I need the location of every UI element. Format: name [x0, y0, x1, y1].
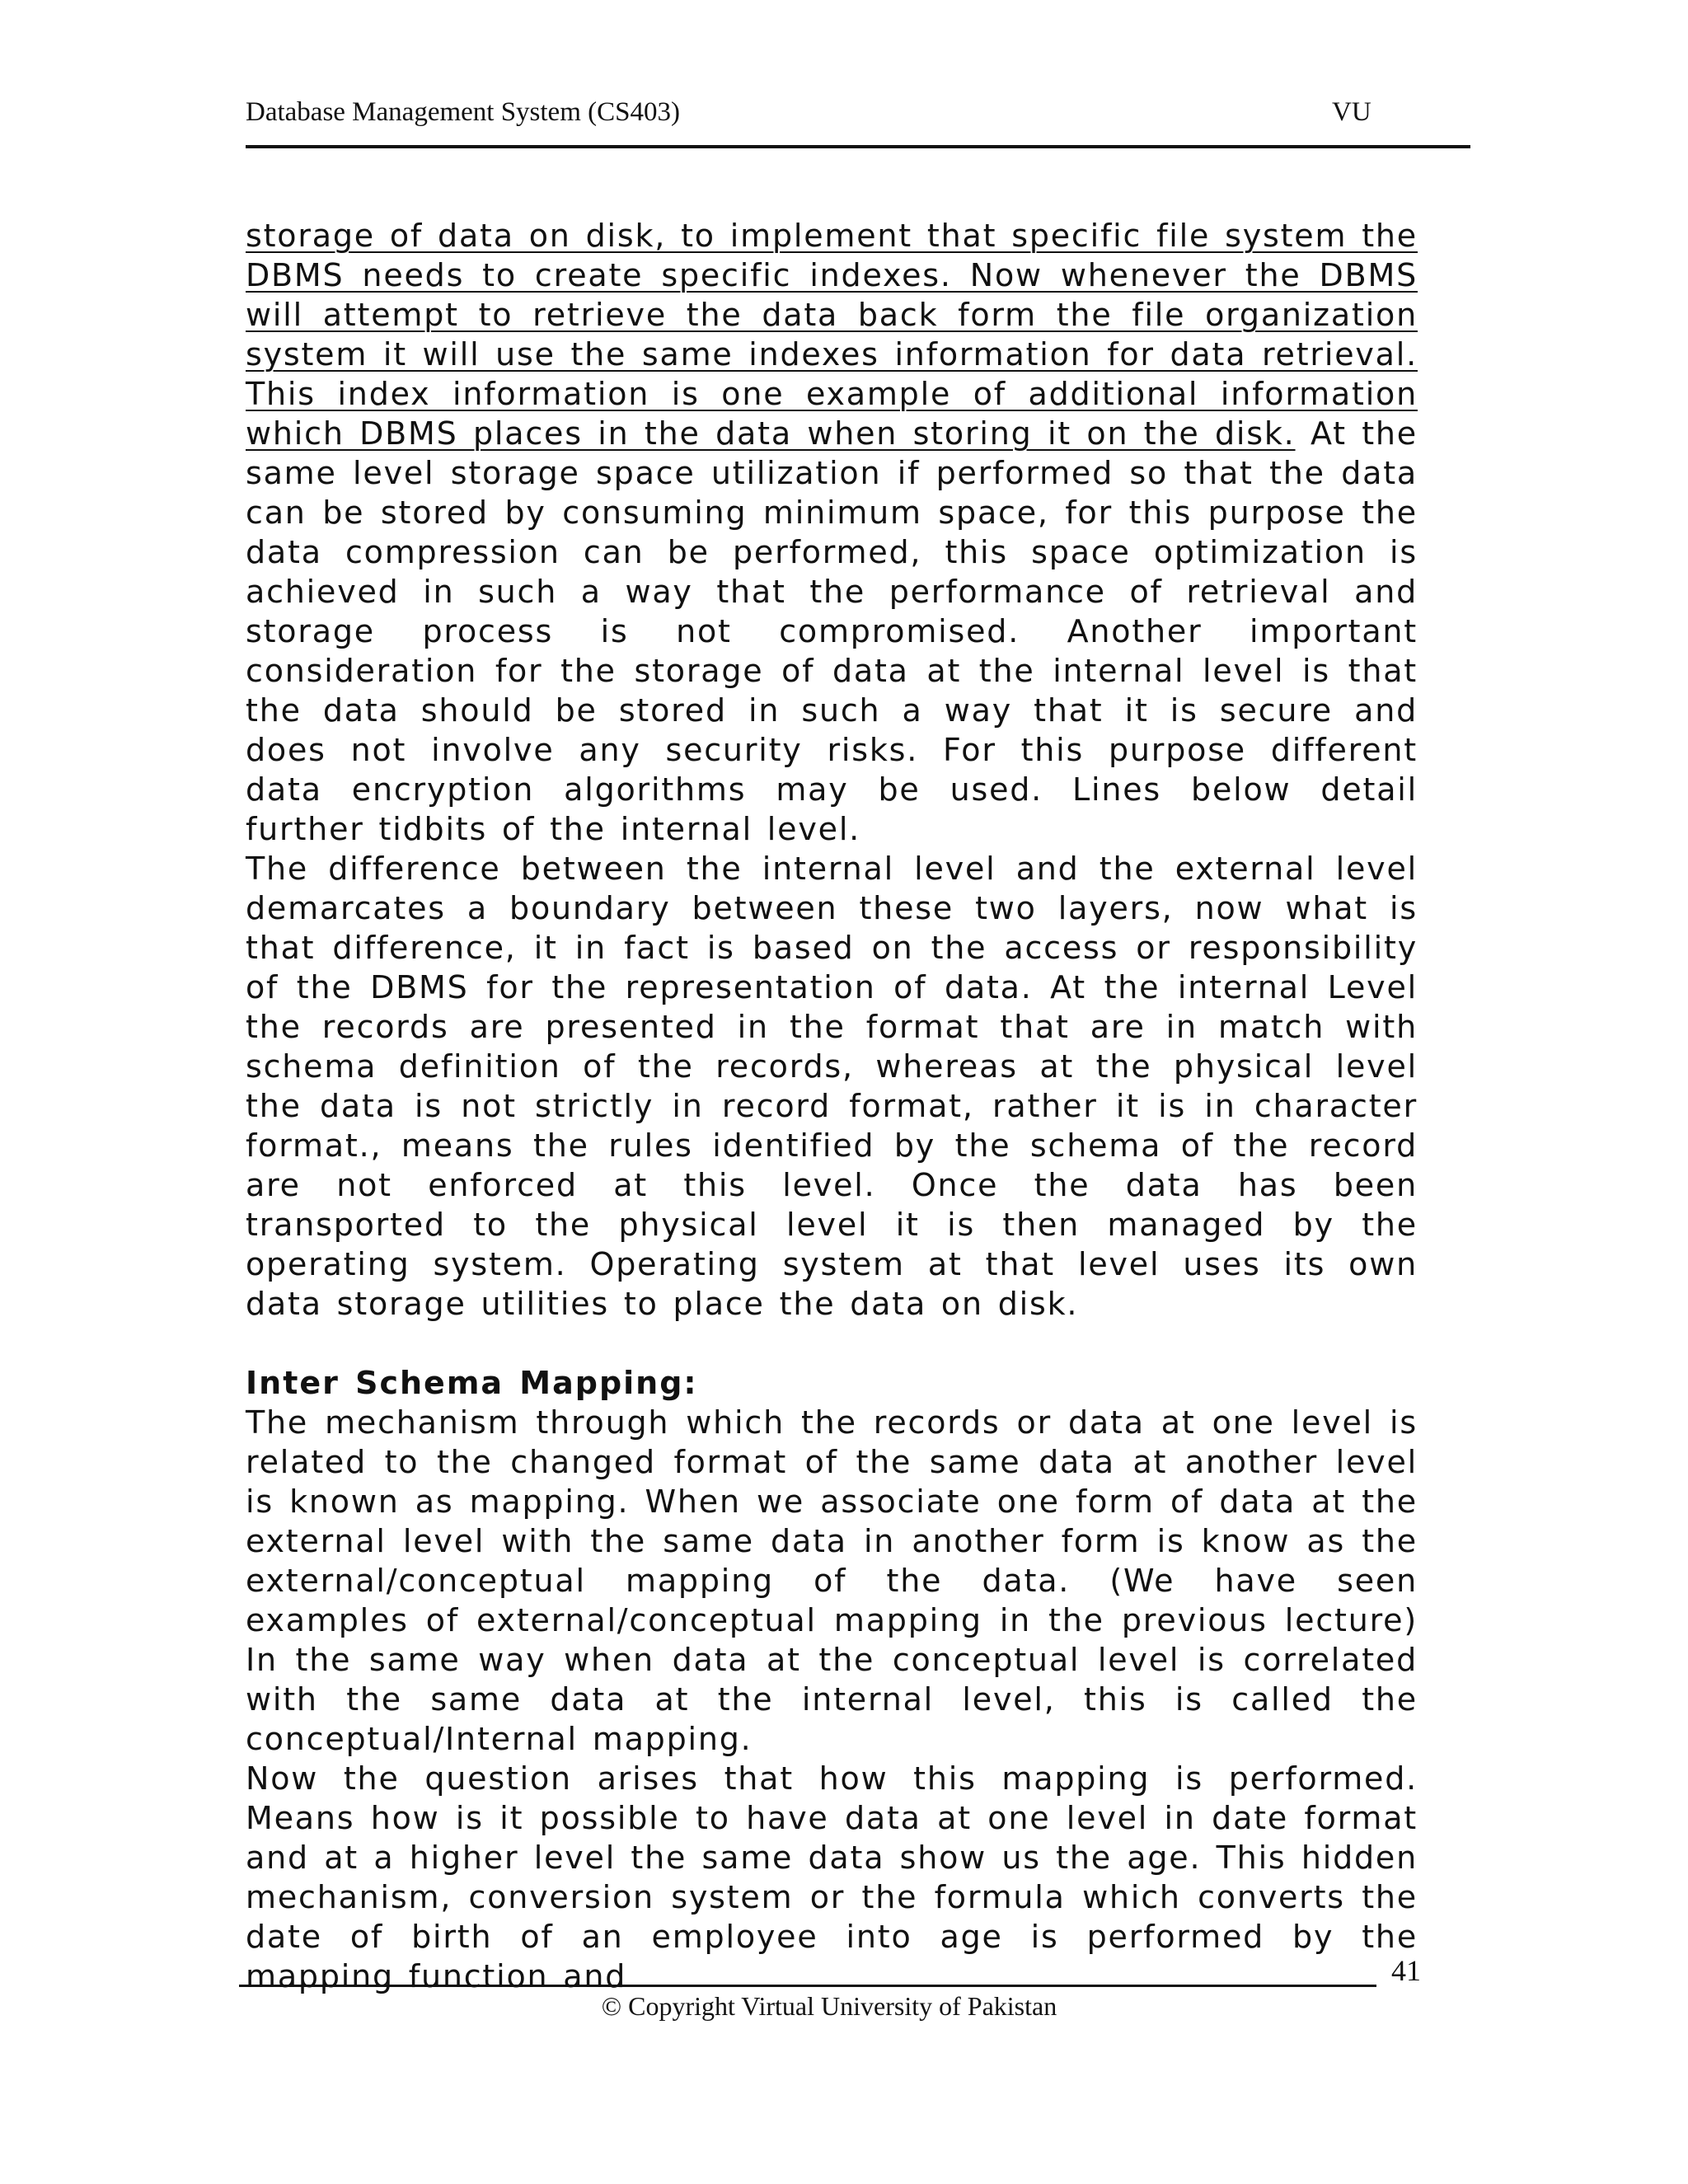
underlined-index-text: storage of data on disk, to implement that specific file system the DBMS needs to create specific indexes. Now whenever the DBMS will attempt to retrieve the data back form the file organization system it will use the same indexes information for data retrieval. This index information is one example of additional information which DBMS places in the data when storing it on the disk. — [246, 218, 1418, 452]
page-body — [246, 216, 1418, 1996]
page-number: 41 — [1391, 1954, 1421, 1987]
footer-divider — [239, 1985, 1376, 1987]
header-institution: VU — [1332, 97, 1372, 127]
paragraph-mapping-question: Now the question arises that how this mapping is performed. Means how is it possible to have data at one level in date format and at a higher level the same data show us the age. This hidden mechanism, conversion system or the formula which converts the date of birth of an employee into age is performed by the mapping function and — [246, 1760, 1418, 1994]
page-header — [246, 97, 1470, 147]
copyright-text: © Copyright Virtual University of Pakistan — [601, 1991, 1057, 2021]
header-course-title: Database Management System (CS403) — [246, 97, 680, 127]
paragraph-level-difference: The difference between the internal level and the external level demarcates a boundary between these two layers, now what is that difference, it in fact is based on the access or responsibility of the DBMS for the representation of data. At the internal Level the records are presented in the format that are in match with schema definition of the records, whereas at the physical level the data is not strictly in record format, rather it is in character format., means the rules identified by the schema of the record are not enforced at this level. Once the data has been transported to the physical level it is then managed by the operating system. Operating system at that level uses its own data storage utilities to place the data on disk. — [246, 851, 1418, 1322]
paragraph-internal-level — [246, 216, 1418, 849]
paragraph-internal-level-rest: At the same level storage space utilization if performed so that the data can be stored by consuming minimum space, for this purpose the data compression can be performed, this space optimization is achieved in such a way that the performance of retrieval and storage process is not compromised. Another important consideration for the storage of data at the internal level is that the data should be stored in such a way that it is secure and does not involve any security risks. For this purpose different data encryption algorithms may be used. Lines below detail further tidbits of the internal level. — [246, 415, 1418, 847]
header-divider — [246, 145, 1470, 148]
footer-copyright — [0, 1991, 1688, 2022]
paragraph-mapping-definition: The mechanism through which the records or data at one level is related to the changed format of the same data at another level is known as mapping. When we associate one form of data at the external level with the same data in another form is know as the external/conceptual mapping of the data. (We have seen examples of external/conceptual mapping in the previous lecture) In the same way when data at the conceptual level is correlated with the same data at the internal level, this is called the conceptual/Internal mapping. — [246, 1404, 1418, 1757]
section-heading-inter-schema-mapping: Inter Schema Mapping: — [246, 1365, 698, 1401]
